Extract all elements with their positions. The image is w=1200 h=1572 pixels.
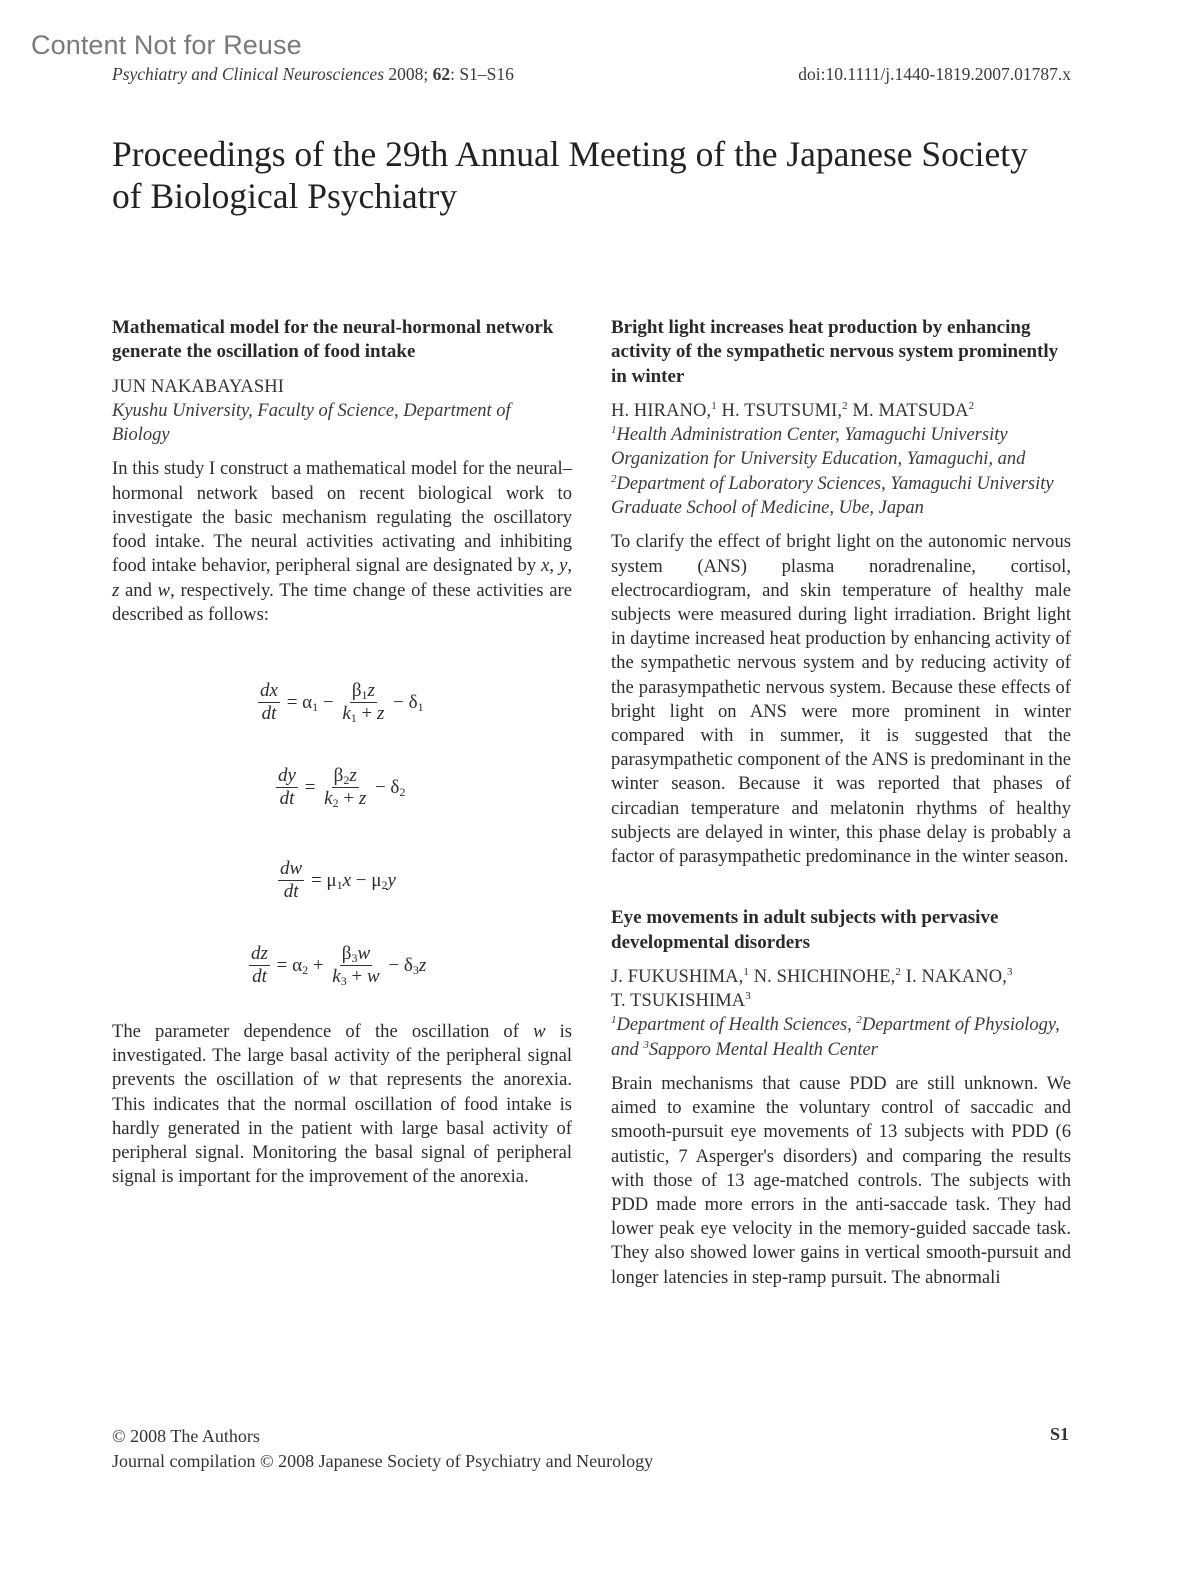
article-title: Bright light increases heat production by enhancing activity of the sympathetic nervous system prominently in winter (611, 317, 1059, 387)
article-authors: H. HIRANO,$^1$ H. TSUTSUMI,$^2$ M. MATSUDA$^2$ (611, 399, 975, 421)
running-head (112, 64, 1071, 85)
journal-volume: 62 (432, 64, 451, 84)
article-abstract-part-2: The parameter dependence of the oscillation of w is investigated. The large basal activity of the peripheral signal prevents the oscillation of w that represents the anorexia. This indicates that the normal oscillation of food intake is hardly generated in the patient with large basal activity of peripheral signal. Monitoring the basal signal of peripheral signal is important for the improvement of the anorexia. (112, 1021, 573, 1188)
journal-pages: : S1–S16 (450, 64, 514, 84)
page-number: S1 (1049, 1424, 1069, 1444)
doi: doi:10.1111/j.1440-1819.2007.01787.x (798, 64, 1071, 84)
equation-dx-dt: $\frac{dx}{dt}$ = $\alpha_1$ − $\frac{\beta_1z}{k_1 + z}$ − $\delta_1$ (260, 680, 424, 725)
left-column-continued (112, 1020, 572, 1189)
journal-name: Psychiatry and Clinical Neurosciences (112, 64, 385, 84)
copyright-authors: © 2008 The Authors (112, 1426, 260, 1446)
equation-dy-dt: $\frac{dy}{dt}$ = $\frac{\beta_2z}{k_2 + z}$ − $\delta_2$ (278, 765, 406, 810)
left-column (112, 316, 572, 627)
article-authors: JUN NAKABAYASHI (112, 376, 284, 397)
page-title: Proceedings of the 29th Annual Meeting of the Japanese Society of Biological Psychiatry (112, 134, 1028, 216)
journal-year: 2008; (388, 64, 429, 84)
article-abstract-part-1: In this study I construct a mathematical model for the neural–hormonal network based on recent biological work to investigate the basic mechanism regulating the oscillatory food intake. The neural activities activating and inhibiting food intake behavior, peripheral signal are designated by x, y, z and w, respectively. The time change of these activities are described as follows: (112, 458, 573, 625)
right-column (611, 316, 1071, 1290)
article-abstract: To clarify the effect of bright light on the autonomic nervous system (ANS) plasma noradrenaline, cortisol, electrocardiogram, and skin temperature of healthy male subjects were measured during light irradiation. Bright light in daytime increased heat production by enhancing activity of the sympathetic nervous system and by reducing activity of the parasympathetic nervous system. Because these effects of bright light on ANS were more prominent in winter compared with in summer, it is suggested that the parasympathetic component of the ANS is predominant in the winter season. Because it was reported that phases of circadian temperature and melatonin rhythms of healthy subjects are delayed in winter, this phase delay is probably a factor of parasympathetic predominance in the winter season. (611, 531, 1071, 868)
equation-dz-dt: $\frac{dz}{dt}$ = $\alpha_2$ + $\frac{\beta_3w}{k_3 + w}$ − $\delta_3z$ (251, 943, 427, 988)
article-affiliation: $^1$Department of Health Sciences, $^2$Department of Physiology, and $^3$Sapporo Mental Health Center (611, 1014, 1060, 1060)
article-authors: J. FUKUSHIMA,$^1$ N. SHICHINOHE,$^2$ I. NAKANO,$^3$ T. TSUKISHIMA$^3$ (611, 965, 1013, 1012)
article-title: Mathematical model for the neural-hormonal network generate the oscillation of food intake (112, 317, 554, 363)
watermark: Content Not for Reuse (31, 30, 302, 60)
article-title: Eye movements in adult subjects with pervasive developmental disorders (611, 907, 999, 953)
journal-citation (112, 64, 514, 85)
copyright-compilation: Journal compilation © 2008 Japanese Society of Psychiatry and Neurology (112, 1450, 654, 1471)
footer-copyright (112, 1424, 653, 1473)
article-abstract: Brain mechanisms that cause PDD are still unknown. We aimed to examine the voluntary control of saccadic and smooth-pursuit eye movements of 13 subjects with PDD (6 autistic, 7 Asperger's disorders) and comparing the results with those of 13 age-matched controls. The subjects with PDD made more errors in the anti-saccade task. They had lower peak eye velocity in the memory-guided saccade task. They also showed lower gains in vertical smooth-pursuit and longer latencies in step-ramp pursuit. The abnormali (611, 1073, 1071, 1288)
article-affiliation: Kyushu University, Faculty of Science, Department of Biology (112, 400, 511, 446)
article-affiliation: $^1$Health Administration Center, Yamaguchi University Organization for University Education, Yamaguchi, and $^2$Department of Laboratory Sciences, Yamaguchi University Graduate School of Medicine, Ube, Japan (611, 424, 1054, 519)
equation-dw-dt: $\frac{dw}{dt}$ = $\mu_1x - \mu_2y$ (280, 858, 396, 902)
